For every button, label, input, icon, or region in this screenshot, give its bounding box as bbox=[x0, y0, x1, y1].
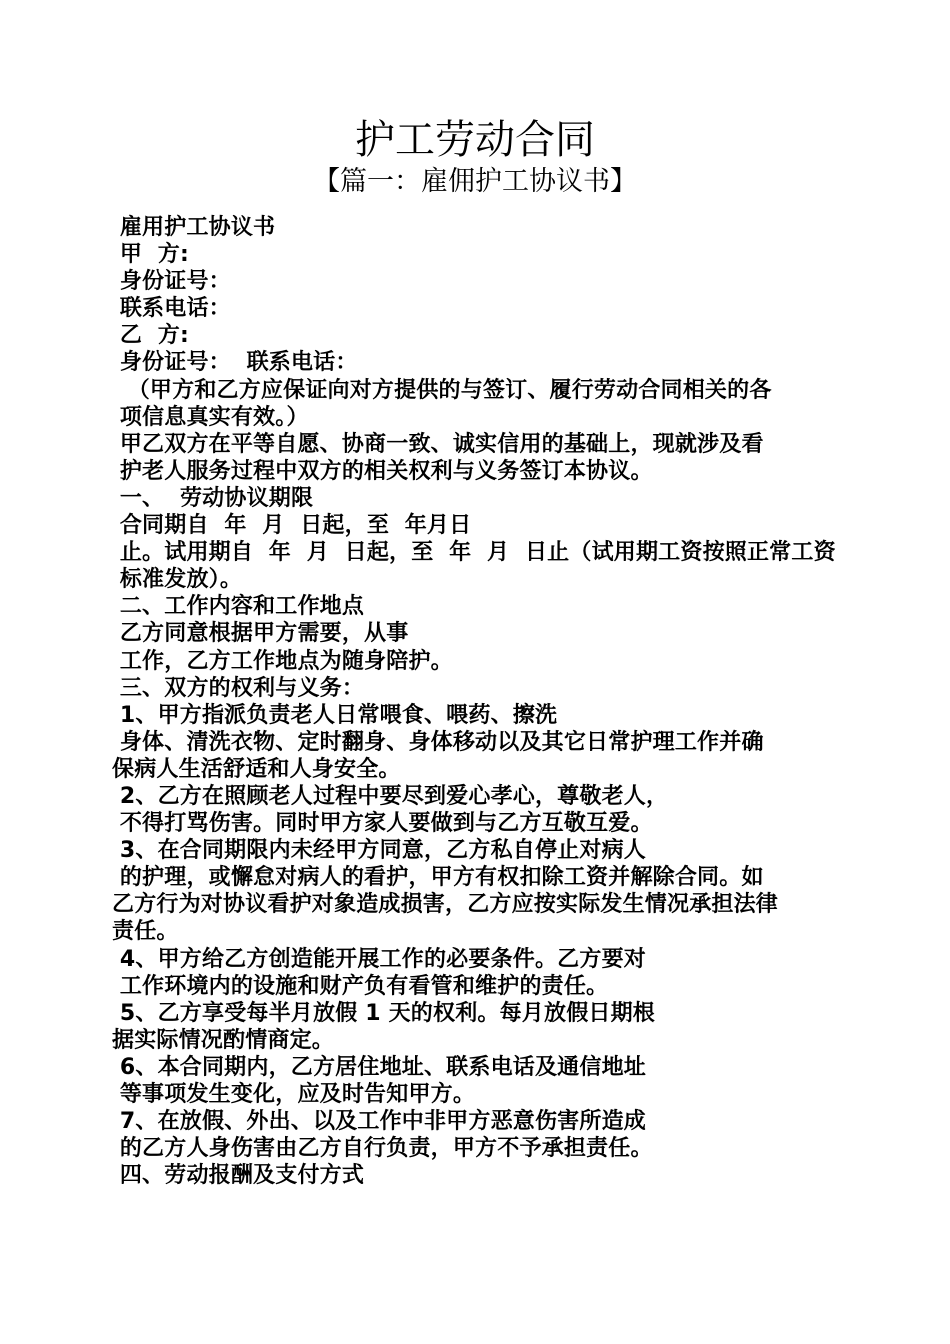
document-subtitle: 【篇一：雇佣护工协议书】 bbox=[313, 166, 637, 197]
document-line: 二、工作内容和工作地点 bbox=[112, 594, 365, 620]
document-line: 雇用护工协议书 bbox=[112, 215, 276, 240]
document-line: 不得打骂伤害。同时甲方家人要做到与乙方互敬互爱。 bbox=[112, 811, 653, 837]
document-line: 身体、清洗衣物、定时翻身、身体移动以及其它日常护理工作并确 bbox=[112, 729, 764, 755]
document-line: 6、本合同期内，乙方居住地址、联系电话及通信地址 bbox=[112, 1054, 646, 1080]
document-line: 甲乙双方在平等自愿、协商一致、诚实信用的基础上，现就涉及看 bbox=[112, 431, 764, 457]
document-line: 责任。 bbox=[112, 919, 179, 945]
document-title: 护工劳动合同 bbox=[355, 117, 595, 163]
document-line: 的护理，或懈怠对病人的看护，甲方有权扣除工资并解除合同。如 bbox=[112, 865, 764, 891]
document-line: 标准发放）。 bbox=[112, 567, 243, 593]
document-line: （甲方和乙方应保证向对方提供的与签订、履行劳动合同相关的各 bbox=[112, 377, 772, 403]
document-line: 护老人服务过程中双方的相关权利与义务签订本协议。 bbox=[112, 458, 653, 484]
document-line: 3、在合同期限内未经甲方同意，乙方私自停止对病人 bbox=[112, 838, 646, 864]
document-line: 4、甲方给乙方创造能开展工作的必要条件。乙方要对 bbox=[112, 946, 646, 972]
document-line: 一、 劳动协议期限 bbox=[112, 485, 314, 511]
document-line: 联系电话： bbox=[112, 296, 231, 322]
document-line: 工作，乙方工作地点为随身陪护。 bbox=[112, 648, 453, 674]
document-line: 甲 方: bbox=[112, 242, 189, 268]
document-line: 止。试用期自 年 月 日起，至 年 月 日止（试用期工资按照正常工资 bbox=[112, 540, 836, 566]
document-line: 的乙方人身伤害由乙方自行负责，甲方不予承担责任。 bbox=[112, 1136, 653, 1162]
document-line: 乙 方: bbox=[112, 323, 189, 349]
document-line: 保病人生活舒适和人身安全。 bbox=[112, 756, 401, 782]
document-line: 7、在放假、外出、以及工作中非甲方恶意伤害所造成 bbox=[112, 1109, 646, 1135]
document-line: 乙方同意根据甲方需要，从事 bbox=[112, 621, 409, 647]
document-line: 5、乙方享受每半月放假 1 天的权利。每月放假日期根 bbox=[112, 1000, 655, 1026]
document-line: 身份证号： bbox=[112, 269, 231, 295]
document-line: 项信息真实有效。） bbox=[112, 404, 309, 430]
document-line: 工作环境内的设施和财产负有看管和维护的责任。 bbox=[112, 973, 609, 999]
document-line: 1、甲方指派负责老人日常喂食、喂药、擦洗 bbox=[112, 702, 558, 728]
document-body bbox=[112, 214, 842, 1189]
document-line: 四、劳动报酬及支付方式 bbox=[112, 1163, 365, 1189]
document-line: 身份证号： 联系电话： bbox=[112, 350, 358, 376]
document-line: 2、乙方在照顾老人过程中要尽到爱心孝心，尊敬老人， bbox=[112, 783, 669, 809]
document-line: 三、双方的权利与义务： bbox=[112, 675, 365, 701]
document-line: 乙方行为对协议看护对象造成损害，乙方应按实际发生情况承担法律 bbox=[112, 892, 779, 918]
document-line: 据实际情况酌情商定。 bbox=[112, 1027, 335, 1053]
document-line: 等事项发生变化，应及时告知甲方。 bbox=[112, 1082, 476, 1107]
document-line: 合同期自 年 月 日起，至 年月日 bbox=[112, 513, 472, 539]
